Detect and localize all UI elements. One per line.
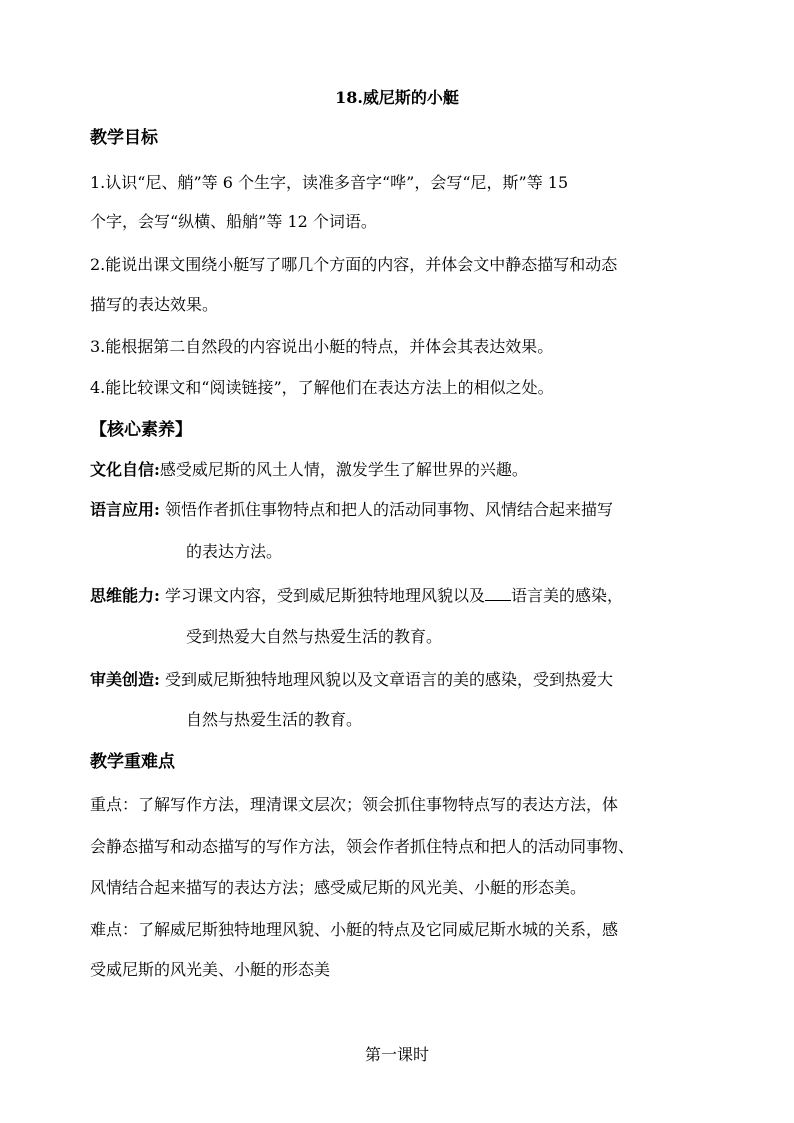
literacy-aesthetic-text-1: 受到威尼斯独特地理风貌以及文章语言的美的感染，受到热爱大 [165,670,614,689]
literacy-culture-text: 感受威尼斯的风土人情，激发学生了解世界的兴趣。 [159,460,528,479]
literacy-thinking-text-1a: 学习课文内容，受到威尼斯独特地理风貌以及 [165,586,486,605]
goal-1-line-2: 个字，会写“纵横、船艄”等 12 个词语。 [90,212,377,231]
goal-4-line-1: 4.能比较课文和“阅读链接”，了解他们在表达方法上的相似之处。 [90,378,554,397]
goal-1-line-1: 1.认识“尼、艄”等 6 个生字，读准多音字“哗”，会写“尼，斯”等 15 [90,173,569,192]
literacy-language-term: 语言应用: [90,500,160,519]
document-title: 18.威尼斯的小艇 [335,88,459,107]
literacy-aesthetic [90,670,710,690]
literacy-thinking [90,585,710,606]
fill-in-blank [485,585,511,601]
literacy-heading: 【核心素养】 [90,420,192,440]
literacy-language-text-2: 的表达方法。 [186,542,283,561]
key-point-line-1: 重点：了解写作方法，理清课文层次；领会抓住事物特点写的表达方法，体 [90,795,619,814]
literacy-thinking-term: 思维能力: [90,586,160,605]
literacy-culture-term: 文化自信: [90,460,160,479]
literacy-thinking-text-1b: 语言美的感染， [511,586,624,605]
difficult-point-line-2: 受威尼斯的风光美、小艇的形态美 [90,960,331,979]
key-point-line-2: 会静态描写和动态描写的写作方法，领会作者抓住特点和把人的活动同事物、 [90,837,635,856]
goal-2-line-1: 2.能说出课文围绕小艇写了哪几个方面的内容，并体会文中静态描写和动态 [90,255,618,274]
literacy-language [90,500,710,520]
keypoints-heading: 教学重难点 [90,752,175,772]
literacy-thinking-text-2: 受到热爱大自然与热爱生活的教育。 [186,627,443,646]
goals-heading: 教学目标 [90,128,158,148]
literacy-language-text-1: 领悟作者抓住事物特点和把人的活动同事物、风情结合起来描写 [165,500,614,519]
footer-lesson: 第一课时 [364,1045,429,1064]
goal-2-line-2: 描写的表达效果。 [90,295,219,314]
literacy-aesthetic-text-2: 自然与热爱生活的教育。 [186,710,363,729]
literacy-culture [90,460,710,480]
goal-3-line-1: 3.能根据第二自然段的内容说出小艇的特点，并体会其表达效果。 [90,337,554,356]
literacy-aesthetic-term: 审美创造: [90,670,160,689]
difficult-point-line-1: 难点：了解威尼斯独特地理风貌、小艇的特点及它同威尼斯水城的关系，感 [90,920,619,939]
key-point-line-3: 风情结合起来描写的表达方法；感受威尼斯的风光美、小艇的形态美。 [90,878,587,897]
